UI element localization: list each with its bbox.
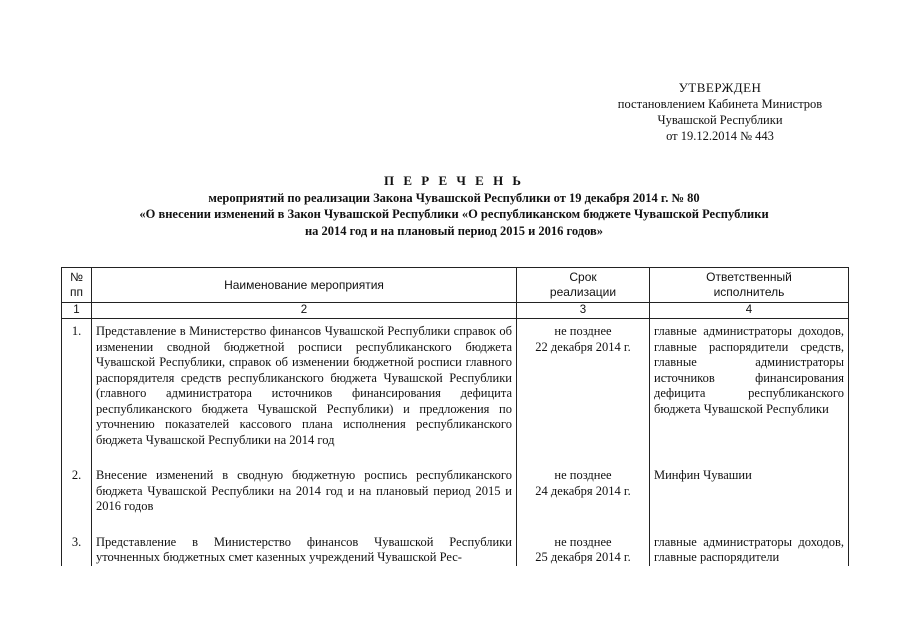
approval-line-1: постановлением Кабинета Министров	[617, 97, 823, 111]
row-term	[517, 458, 650, 525]
approval-title: УТВЕРЖДЕН	[678, 80, 762, 95]
row-measure: Внесение изменений в сводную бюджетную роспись республиканского бюджета Чувашской Республики на 2014 год и на плановый период 2015 и 2016 годов	[92, 458, 517, 525]
row-responsible: главные администраторы доходов, главные распорядители	[650, 525, 849, 566]
heading-line-2: «О внесении изменений в Закон Чувашской Республики «О республиканском бюджете Чувашской Республики	[139, 207, 769, 221]
row-term	[517, 525, 650, 566]
column-number-row	[62, 303, 849, 319]
row-number: 3.	[62, 525, 92, 566]
header-name: Наименование мероприятия	[92, 268, 517, 303]
document-title: П Е Р Е Ч Е Н Ь	[383, 173, 525, 188]
heading-line-3: на 2014 год и на плановый период 2015 и 2016 годов»	[304, 223, 604, 238]
header-term-line-2: реализации	[549, 285, 617, 299]
approval-stamp	[604, 80, 836, 144]
row-number: 2.	[62, 458, 92, 525]
column-number: 4	[650, 303, 849, 319]
measures-table	[61, 267, 849, 566]
table-row	[62, 458, 849, 525]
table-row	[62, 525, 849, 566]
row-responsible: Минфин Чувашии	[650, 458, 849, 525]
document-heading	[60, 173, 848, 239]
row-responsible: главные администраторы доходов, главные распорядители средств, главные администраторы источников финансирования дефицита республиканского бюджета Чувашской Республики	[650, 319, 849, 459]
column-number: 3	[517, 303, 650, 319]
header-term-line-1: Срок	[569, 270, 597, 284]
row-measure: Представление в Министерство финансов Чувашской Республики справок об изменении сводной бюджетной росписи республиканского бюджета Чувашской Республики, справок об изменении бюджетной росписи главного распорядителя средств республиканского бюджета Чувашской Республики (главного администратора источников финансирования дефицита республиканского бюджета Чувашской Республики) и предложения по уточнению показателей кассового плана исполнения республиканского бюджета Чувашской Республики на 2014 год	[92, 319, 517, 459]
header-number	[62, 268, 92, 303]
row-term-line-2: 25 декабря 2014 г.	[535, 550, 631, 564]
heading-line-1: мероприятий по реализации Закона Чувашской Республики от 19 декабря 2014 г. № 80	[208, 190, 700, 205]
row-term	[517, 319, 650, 459]
row-measure: Представление в Министерство финансов Чувашской Республики уточненных бюджетных смет казенных учреждений Чувашской Рес-	[92, 525, 517, 566]
approval-line-2: Чувашской Республики	[657, 113, 783, 127]
row-term-line-1: не позднее	[554, 468, 612, 482]
approval-line-3: от 19.12.2014 № 443	[666, 129, 774, 143]
table-header-row	[62, 268, 849, 303]
header-number-line-1: №	[70, 270, 83, 284]
column-number: 1	[62, 303, 92, 319]
header-number-line-2: пп	[70, 285, 83, 299]
row-term-line-2: 22 декабря 2014 г.	[535, 339, 631, 354]
header-responsible-line-1: Ответственный	[706, 270, 792, 284]
row-term-line-1: не позднее	[554, 324, 612, 338]
header-term	[517, 268, 650, 303]
header-responsible-line-2: исполнитель	[713, 285, 785, 299]
row-number: 1.	[62, 319, 92, 459]
column-number: 2	[92, 303, 517, 319]
table-row	[62, 319, 849, 459]
row-term-line-1: не позднее	[554, 534, 612, 549]
row-term-line-2: 24 декабря 2014 г.	[535, 483, 631, 498]
header-responsible	[650, 268, 849, 303]
